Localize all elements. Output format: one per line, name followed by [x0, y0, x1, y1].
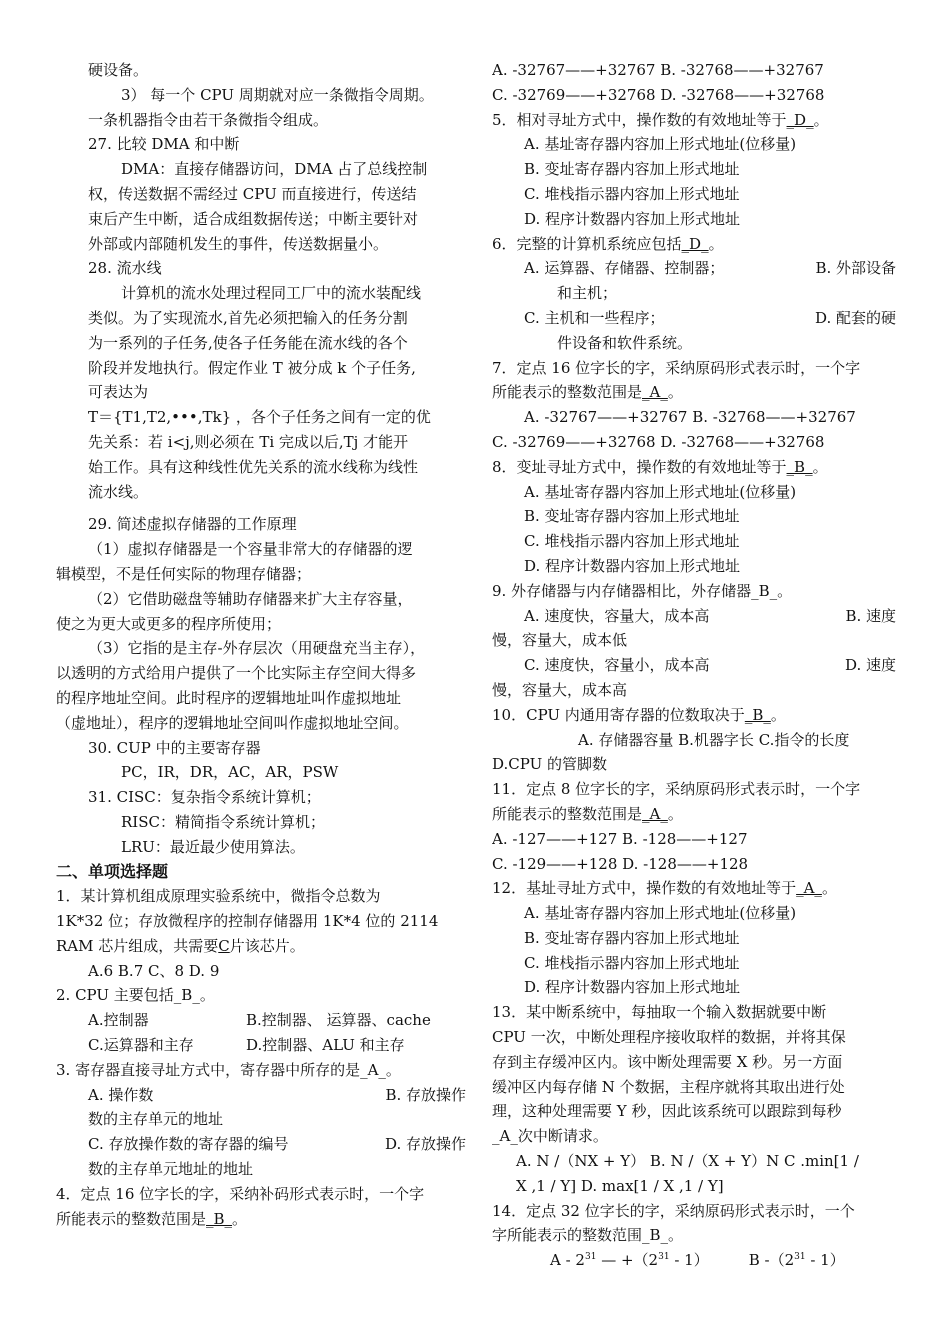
options-line: C. -32769——+32768 D. -32768——+32768 [492, 85, 825, 104]
options-line: A. -127——+127 B. -128——+127 [492, 829, 748, 848]
text-span: 8．变址寻址方式中，操作数的有效地址等于 [492, 457, 787, 476]
option-text: D. 配套的硬 [814, 308, 896, 327]
option-text: B. 外部设备 [815, 259, 896, 278]
text-line: 11．定点 8 位字长的字，采纳原码形式表示时，一个字 [492, 780, 861, 799]
text-line: 可表达为 [88, 383, 149, 402]
text-line: 计算机的流水处理过程同工厂中的流水装配线 [121, 284, 422, 303]
answer-mark: _A_ [642, 804, 668, 823]
text-line: 存到主存缓冲区内。该中断处理需要 X 秒。另一方面 [492, 1052, 843, 1071]
option-text: D. 存放操作 [384, 1135, 466, 1154]
text-line [492, 876, 896, 901]
option-text: A. 运算器、存储器、控制器； [524, 259, 725, 278]
option-text: A. 基址寄存器内容加上形式地址(位移量) [524, 135, 797, 154]
superscript: 31 [794, 1252, 806, 1263]
question-29-title: 29. 简述虚拟存储器的工作原理 [88, 515, 297, 534]
options-line: A.6 B.7 C、8 D. 9 [88, 961, 220, 980]
text-line: CPU 一次，中断处理程序接收取样的数据，并将其保 [492, 1028, 846, 1047]
text-line: 数的主存单元的地址 [88, 1110, 224, 1129]
left-column [56, 58, 466, 1231]
text-span: 。 [821, 879, 837, 898]
text-line: 字所能表示的整数范围_B_。 [492, 1226, 684, 1245]
text-line: 2. CPU 主要包括_B_。 [56, 986, 215, 1005]
text-line [492, 802, 896, 827]
text-line: 类似。为了实现流水,首先必须把输入的任务分割 [88, 308, 408, 327]
options-line: A. 存储器容量 B.机器字长 C.指令的长度 [578, 730, 850, 749]
option-text: B. 变址寄存器内容加上形式地址 [524, 160, 740, 179]
text-line: 外部或内部随机发生的事件，传送数据量小。 [88, 234, 389, 253]
text-span: 。 [770, 705, 786, 724]
option-text: - 1） [669, 1251, 709, 1270]
text-span: 所能表示的整数范围是 [492, 804, 643, 823]
text-line [56, 1207, 466, 1232]
text-line: 流水线。 [88, 482, 149, 501]
option-text: B. 变址寄存器内容加上形式地址 [524, 928, 740, 947]
option-text: C. 存放操作数的寄存器的编号 [88, 1135, 289, 1154]
option-text: B. 速度 [845, 606, 896, 625]
text-line: 4．定点 16 位字长的字，采纳补码形式表示时，一个字 [56, 1184, 425, 1203]
options-line [492, 306, 896, 331]
text-line: 9. 外存储器与内存储器相比，外存储器_B_。 [492, 581, 793, 600]
options-line [56, 1008, 466, 1033]
options-line [56, 1033, 466, 1058]
text-span: 12．基址寻址方式中，操作数的有效地址等于 [492, 879, 797, 898]
text-line: RISC：精简指令系统计算机； [121, 812, 325, 831]
text-line: DMA：直接存储器访问，DMA 占了总线控制 [121, 160, 428, 179]
text-span: 。 [708, 234, 724, 253]
text-line [492, 703, 896, 728]
option-text: B -（2 [748, 1251, 795, 1270]
text-line [492, 108, 896, 133]
text-line: 件设备和软件系统。 [557, 333, 693, 352]
text-line: 3） 每一个 CPU 周期就对应一条微指令周期。 [121, 85, 434, 104]
option-text: A. 基址寄存器内容加上形式地址(位移量) [524, 482, 797, 501]
answer-mark: _D_ [786, 110, 814, 129]
options-line: X ,1 / Y] D. max[1 / X ,1 / Y] [516, 1176, 724, 1195]
text-line: _A_次中断请求。 [492, 1127, 608, 1146]
text-line: 束后产生中断，适合成组数据传送；中断主要针对 [88, 209, 419, 228]
text-line: 以透明的方式给用户提供了一个比实际主存空间大得多 [56, 664, 417, 683]
option-text: - 1） [805, 1251, 845, 1270]
text-line: （1）虚拟存储器是一个容量非常大的存储器的逻 [88, 540, 413, 559]
option-text: D. 程序计数器内容加上形式地址 [524, 556, 741, 575]
options-line: A. -32767——+32767 B. -32768——+32767 [492, 61, 824, 79]
option-text: A. 操作数 [88, 1085, 154, 1104]
text-line: 13．某中断系统中，每抽取一个输入数据就要中断 [492, 1003, 827, 1022]
text-line: 一条机器指令由若干条微指令组成。 [88, 110, 329, 129]
text-line [56, 934, 466, 959]
option-text: A - 2 [550, 1251, 585, 1270]
text-line: 理，这种处理需要 Y 秒，因此该系统可以跟踪到每秒 [492, 1102, 842, 1121]
text-line: PC，IR，DR，AC，AR，PSW [121, 763, 339, 782]
option-text: D. 程序计数器内容加上形式地址 [524, 978, 741, 997]
question-28-title: 28. 流水线 [88, 259, 162, 278]
text-line: （2）它借助磁盘等辅助存储器来扩大主存容量， [88, 589, 413, 608]
section-heading: 二、单项选择题 [56, 861, 169, 881]
text-span: 所能表示的整数范围是 [56, 1209, 207, 1228]
options-line: C. -129——+128 D. -128——+128 [492, 854, 749, 873]
option-text: B. 存放操作 [385, 1085, 466, 1104]
text-line: 先关系：若 i<j,则必须在 Ti 完成以后,Tj 才能开 [88, 432, 409, 451]
option-text: C. 堆栈指示器内容加上形式地址 [524, 532, 740, 551]
text-span: 。 [812, 457, 828, 476]
text-line: （虚地址），程序的逻辑地址空间叫作虚拟地址空间。 [56, 713, 409, 732]
answer-mark: _B_ [786, 457, 813, 476]
options-line: C. -32769——+32768 D. -32768——+32768 [492, 432, 825, 451]
options-line [492, 653, 896, 678]
option-text: C. 堆栈指示器内容加上形式地址 [524, 184, 740, 203]
answer-mark: _A_ [796, 879, 822, 898]
answer-mark: _A_ [642, 383, 668, 402]
text-span: 。 [667, 383, 683, 402]
text-line: 数的主存单元地址的地址 [88, 1160, 254, 1179]
right-column [492, 58, 896, 1273]
text-line: 14．定点 32 位字长的字，采纳原码形式表示时，一个 [492, 1201, 855, 1220]
text-line: 7．定点 16 位字长的字，采纳原码形式表示时，一个字 [492, 358, 861, 377]
text-span: 。 [813, 110, 829, 129]
option-text: B.控制器、 运算器、cache [246, 1011, 431, 1030]
text-line: 阶段并发地执行。假定作业 T 被分成 k 个子任务, [88, 358, 416, 377]
text-line: 1．某计算机组成原理实验系统中，微指令总数为 [56, 887, 381, 906]
superscript: 31 [584, 1252, 597, 1263]
text-line: 为一系列的子任务,使各子任务能在流水线的各个 [88, 333, 408, 352]
text-line: 硬设备。 [88, 61, 149, 79]
text-line: 缓冲区内每存储 N 个数据，主程序就将其取出进行处 [492, 1077, 845, 1096]
text-span: 。 [232, 1209, 248, 1228]
option-text: C.运算器和主存 [88, 1036, 194, 1055]
text-line: 权，传送数据不需经过 CPU 而直接进行，传送结 [88, 184, 417, 203]
option-text: C. 堆栈指示器内容加上形式地址 [524, 953, 740, 972]
text-line: T＝{T1,T2,•••,Tk} ，各个子任务之间有一定的优 [88, 408, 431, 427]
text-span: RAM 芯片组成，共需要 [56, 936, 219, 955]
answer-mark: C [218, 936, 230, 955]
option-text: D. 程序计数器内容加上形式地址 [524, 209, 741, 228]
option-text: A. 基址寄存器内容加上形式地址(位移量) [524, 904, 797, 923]
superscript: 31 [658, 1252, 670, 1263]
text-line [492, 232, 896, 257]
text-line: 和主机； [557, 284, 618, 303]
options-line [492, 604, 896, 629]
option-text: B. 变址寄存器内容加上形式地址 [524, 507, 740, 526]
options-line [492, 256, 896, 281]
text-line: 3. 寄存器直接寻址方式中，寄存器中所存的是_A_。 [56, 1060, 401, 1079]
text-line [492, 455, 896, 480]
text-span: 所能表示的整数范围是 [492, 383, 643, 402]
text-line: 使之为更大或更多的程序所使用； [56, 614, 282, 633]
option-text: A. 速度快，容量大，成本高 [524, 606, 710, 625]
option-text: A.控制器 [88, 1011, 149, 1030]
text-line: 1K*32 位；存放微程序的控制存储器用 1K*4 位的 2114 [56, 912, 439, 931]
options-line: A. N /（NX + Y） B. N /（X + Y）N C .min[1 / [516, 1152, 859, 1171]
text-line: 的程序地址空间。此时程序的逻辑地址叫作虚拟地址 [56, 688, 402, 707]
options-line [56, 1083, 466, 1108]
options-line: A. -32767——+32767 B. -32768——+32767 [524, 408, 856, 427]
option-text: — +（2 [596, 1251, 659, 1270]
text-line: （3）它指的是主存-外存层次（用硬盘充当主存）， [88, 639, 426, 658]
answer-mark: _B_ [744, 705, 771, 724]
text-line: 始工作。具有这种线性优先关系的流水线称为线性 [88, 457, 419, 476]
text-span: 6．完整的计算机系统应包括 [492, 234, 682, 253]
text-line: 慢，容量大，成本低 [492, 631, 628, 650]
options-line [492, 1248, 896, 1273]
text-line: 慢，容量大，成本高 [492, 680, 628, 699]
options-line [56, 1132, 466, 1157]
option-text: D.控制器、ALU 和主存 [246, 1036, 405, 1055]
answer-mark: _B_ [206, 1209, 233, 1228]
text-line: 31. CISC：复杂指令系统计算机； [88, 788, 321, 807]
option-text: C. 主机和一些程序； [524, 308, 665, 327]
text-line: LRU：最近最少使用算法。 [121, 837, 305, 856]
text-span: 。 [667, 804, 683, 823]
option-text: D. 速度 [844, 656, 896, 675]
answer-mark: _D_ [681, 234, 709, 253]
text-span: 片该芯片。 [229, 936, 305, 955]
text-line [492, 380, 896, 405]
question-30-title: 30. CUP 中的主要寄存器 [88, 738, 261, 757]
text-span: 5．相对寻址方式中，操作数的有效地址等于 [492, 110, 787, 129]
options-line: D.CPU 的管脚数 [492, 755, 607, 774]
question-27-title: 27. 比较 DMA 和中断 [88, 135, 240, 154]
text-line: 辑模型，不是任何实际的物理存储器； [56, 564, 312, 583]
option-text: C. 速度快，容量小，成本高 [524, 656, 710, 675]
text-span: 10．CPU 内通用寄存器的位数取决于 [492, 705, 745, 724]
